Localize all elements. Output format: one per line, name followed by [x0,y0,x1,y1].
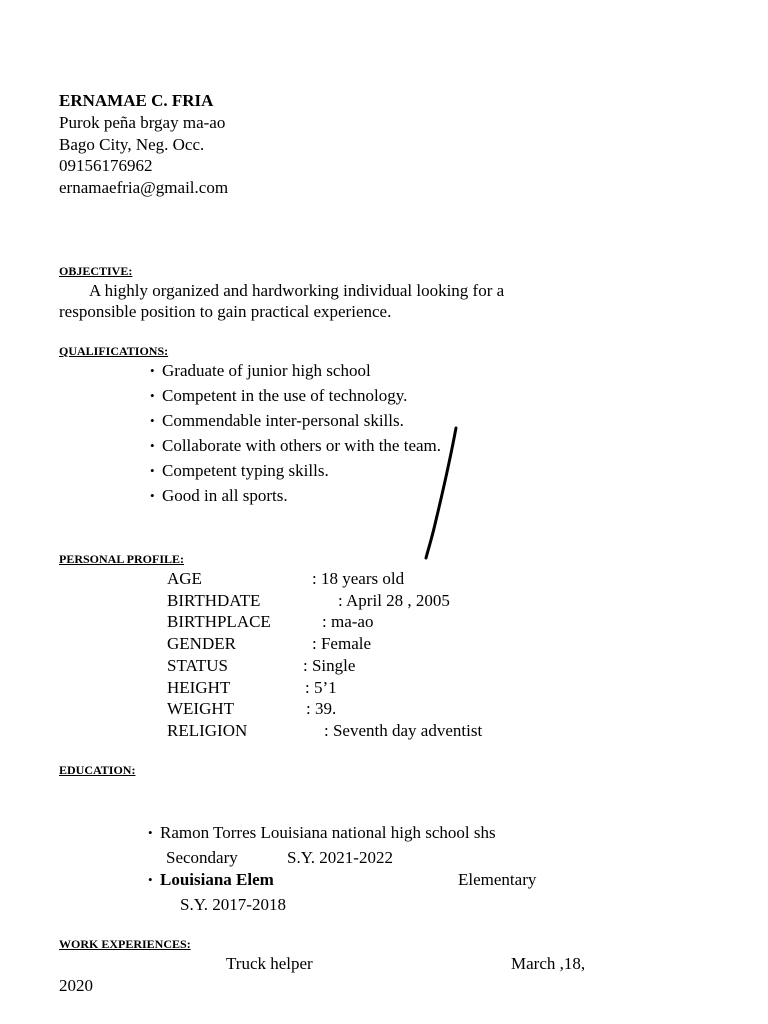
qualification-item: • Competent typing skills. [150,461,329,480]
objective-line-1: A highly organized and hardworking individual looking for a [89,281,505,300]
bullet-icon: • [150,463,155,478]
qualification-item: • Graduate of junior high school [150,361,371,380]
profile-value-birthplace: : ma-ao [322,612,374,631]
profile-label-height: HEIGHT [167,678,231,697]
profile-value-birthdate: : April 28 , 2005 [338,591,450,610]
profile-label-gender: GENDER [167,634,236,653]
education-entry-level: Secondary [166,848,238,867]
profile-value-status: : Single [303,656,356,675]
profile-value-age: : 18 years old [312,569,405,588]
qualification-item: • Collaborate with others or with the team. [150,436,442,455]
objective-heading: OBJECTIVE: [59,264,133,278]
profile-label-weight: WEIGHT [167,699,235,718]
education-entry-sy: S.Y. 2017-2018 [180,895,286,914]
qualifications-heading: QUALIFICATIONS: [59,344,169,358]
bullet-icon: • [150,488,155,503]
bullet-icon: • [150,438,155,453]
address-line-1: Purok peña brgay ma-ao [59,113,226,132]
bullet-icon: • [148,825,153,840]
bullet-icon: • [148,872,153,887]
education-entry-school: • Louisiana Elem [148,870,274,889]
profile-value-weight: : 39. [306,699,337,718]
profile-value-height: : 5’1 [305,678,337,697]
profile-label-age: AGE [167,569,202,588]
profile-value-gender: : Female [312,634,372,653]
profile-label-religion: RELIGION [167,721,248,740]
work-title: Truck helper [226,954,313,973]
education-entry-sy: S.Y. 2021-2022 [287,848,393,867]
bullet-icon: • [150,413,155,428]
qualification-item: • Commendable inter-personal skills. [150,411,404,430]
profile-label-birthdate: BIRTHDATE [167,591,261,610]
education-entry-school: • Ramon Torres Louisiana national high school shs [148,823,496,842]
education-heading: EDUCATION: [59,763,136,777]
profile-label-birthplace: BIRTHPLACE [167,612,271,631]
education-entry-level: Elementary [458,870,537,889]
objective-line-2: responsible position to gain practical experience. [59,302,392,321]
qualification-item: • Competent in the use of technology. [150,386,408,405]
profile-value-religion: : Seventh day adventist [324,721,483,740]
profile-label-status: STATUS [167,656,228,675]
email-address: ernamaefria@gmail.com [59,178,229,197]
personal-profile-heading: PERSONAL PROFILE: [59,552,185,566]
work-date-part1: March ,18, [511,954,586,973]
work-experiences-heading: WORK EXPERIENCES: [59,937,191,951]
address-line-2: Bago City, Neg. Occ. [59,135,205,154]
phone-number: 09156176962 [59,156,153,175]
bullet-icon: • [150,388,155,403]
work-date-part2: 2020 [59,976,93,995]
applicant-name: ERNAMAE C. FRIA [59,91,214,110]
bullet-icon: • [150,363,155,378]
pen-stroke-mark [418,420,468,565]
qualification-item: • Good in all sports. [150,486,288,505]
